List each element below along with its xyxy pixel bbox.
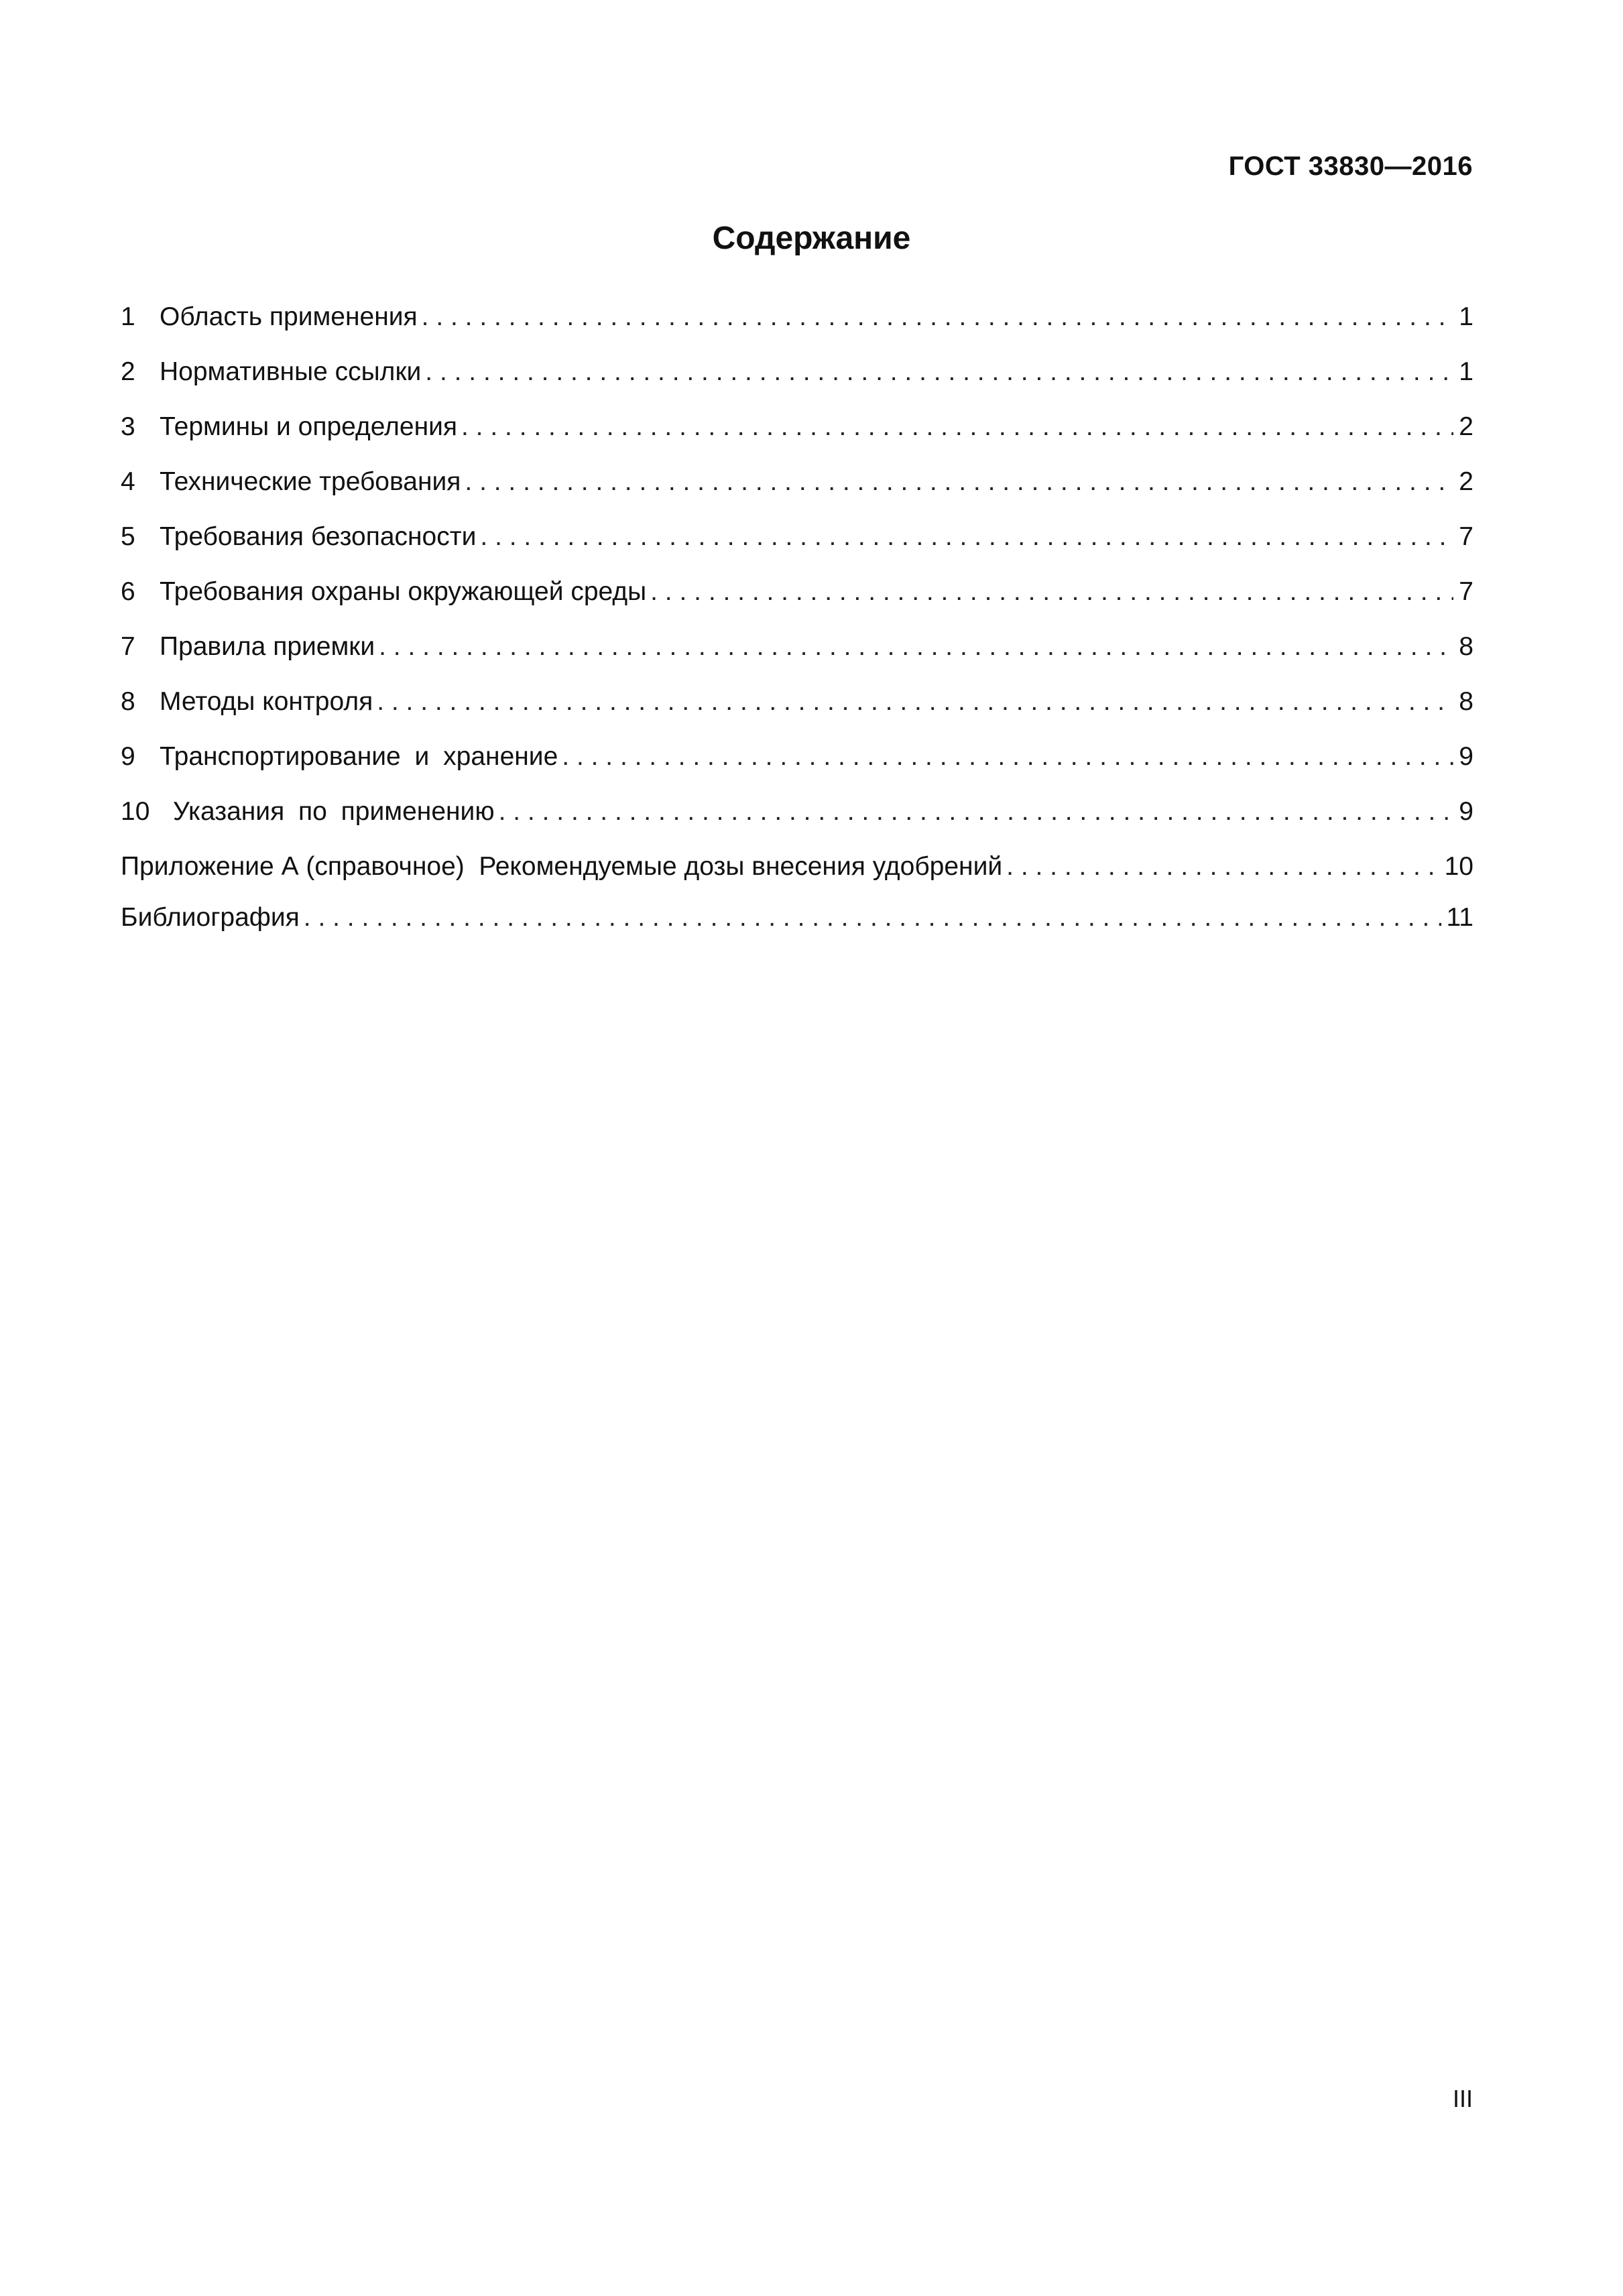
page-number: III [1452, 2085, 1473, 2112]
toc-item-label: Требования безопасности [160, 522, 477, 551]
toc-item-page: 9 [1459, 797, 1474, 826]
toc-item-number: 10 [121, 797, 150, 826]
toc-item-page: 8 [1459, 632, 1474, 661]
toc-item-label: Технические требования [160, 467, 461, 496]
toc-item-number: 7 [121, 632, 135, 661]
toc-item-transport-storage[interactable] [121, 740, 1474, 795]
toc-item-number: 4 [121, 467, 135, 496]
toc-dot-leader [562, 740, 1453, 774]
toc-item-number: 9 [121, 742, 135, 771]
toc-item-page: 7 [1459, 577, 1474, 606]
toc-item-label: Термины и определения [160, 412, 458, 441]
toc-dot-leader [304, 901, 1441, 934]
toc-item-page: 2 [1459, 467, 1474, 496]
toc-item-technical-requirements[interactable] [121, 465, 1474, 520]
toc-item-number: 5 [121, 522, 135, 551]
toc-item-number: 3 [121, 412, 135, 441]
toc-dot-leader [422, 300, 1454, 334]
toc-item-terms[interactable] [121, 410, 1474, 465]
toc-dot-leader [465, 465, 1453, 499]
toc-item-label: Нормативные ссылки [160, 357, 422, 386]
toc-item-page: 7 [1459, 522, 1474, 551]
toc-item-usage-instructions[interactable] [121, 795, 1474, 850]
toc-item-page: 1 [1459, 357, 1474, 386]
toc-item-safety-requirements[interactable] [121, 520, 1474, 575]
toc-item-page: 11 [1446, 903, 1474, 932]
toc-item-page: 10 [1444, 852, 1474, 881]
toc-item-bibliography[interactable] [121, 901, 1474, 952]
toc-item-appendix-a[interactable] [121, 850, 1474, 901]
toc-item-normative-references[interactable] [121, 355, 1474, 410]
toc-dot-leader [379, 630, 1453, 664]
toc-item-page: 8 [1459, 687, 1474, 716]
toc-dot-leader [377, 685, 1453, 719]
toc-item-acceptance-rules[interactable] [121, 630, 1474, 685]
toc-dot-leader [499, 795, 1454, 829]
toc-item-number: 1 [121, 302, 135, 331]
toc-item-label: Методы контроля [160, 687, 373, 716]
toc-item-label: Требования охраны окружающей среды [160, 577, 647, 606]
toc-item-label: Правила приемки [160, 632, 375, 661]
toc-title: Содержание [712, 221, 911, 256]
toc-dot-leader [650, 575, 1453, 609]
toc-dot-leader [1006, 850, 1439, 884]
toc-item-page: 1 [1459, 302, 1474, 331]
toc-item-number: 6 [121, 577, 135, 606]
toc-dot-leader [461, 410, 1453, 444]
toc-item-environmental-requirements[interactable] [121, 575, 1474, 630]
toc-item-label: Транспортирование и хранение [160, 742, 558, 771]
toc-item-label: Указания по применению [173, 797, 495, 826]
toc-item-page: 2 [1459, 412, 1474, 441]
toc-item-label: Приложение А (справочное) Рекомендуемые дозы внесения удобрений [121, 852, 1003, 881]
table-of-contents [121, 300, 1474, 952]
toc-item-scope[interactable] [121, 300, 1474, 355]
document-code: ГОСТ 33830—2016 [1228, 152, 1473, 181]
toc-dot-leader [425, 355, 1453, 389]
toc-item-test-methods[interactable] [121, 685, 1474, 740]
toc-item-page: 9 [1459, 742, 1474, 771]
toc-dot-leader [480, 520, 1453, 554]
toc-item-number: 2 [121, 357, 135, 386]
toc-item-label: Библиография [121, 903, 300, 932]
toc-item-number: 8 [121, 687, 135, 716]
toc-item-label: Область применения [160, 302, 418, 331]
